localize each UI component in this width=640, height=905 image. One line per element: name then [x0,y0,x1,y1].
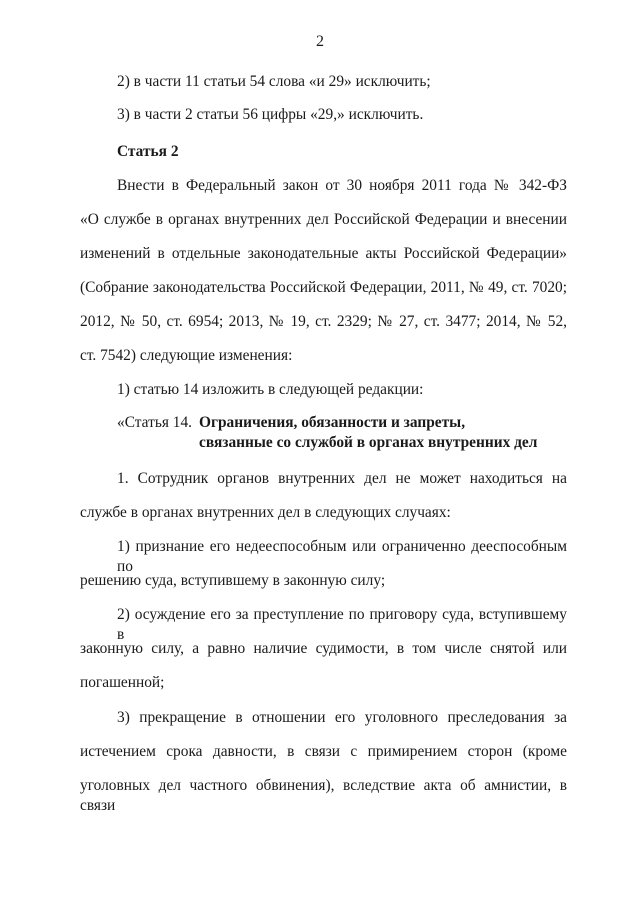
text-line: 1. Сотрудник органов внутренних дел не может находиться на [117,470,567,487]
text-line: 3) в части 2 статьи 56 цифры «29,» исключить. [117,106,424,123]
text-line: 2) осуждение его за преступление по приговору суда, вступившему в [117,606,567,643]
text-line: (Собрание законодательства Российской Федерации, 2011, № 49, ст. 7020; [80,279,567,296]
text-line: истечением срока давности, в связи с примирением сторон (кроме [80,743,567,760]
text-line: погашенной; [80,674,165,691]
article-title-line: Ограничения, обязанности и запреты, [199,414,466,431]
text-line: решению суда, вступившему в законную силу; [80,572,386,589]
text-line: уголовных дел частного обвинения), вследствие акта об амнистии, в связи [80,777,567,814]
article-title [199,413,537,453]
text-line: 1) признание его недееспособным или ограниченно дееспособным по [117,538,567,575]
text-line: 1) статью 14 изложить в следующей редакции: [117,381,424,398]
text-line: 3) прекращение в отношении его уголовного преследования за [117,709,567,726]
text-line: службе в органах внутренних дел в следующих случаях: [80,504,451,521]
text-line: Внести в Федеральный закон от 30 ноября 2011 года № 342-ФЗ [117,177,567,194]
text-line: «О службе в органах внутренних дел Российской Федерации и внесении [80,211,567,228]
text-line: законную силу, а равно наличие судимости, в том числе снятой или [80,640,567,657]
text-line: ст. 7542) следующие изменения: [80,347,293,364]
article-heading: Статья 2 [117,143,179,160]
text-line: изменений в отдельные законодательные акты Российской Федерации» [80,245,567,262]
text-line: 2) в части 11 статьи 54 слова «и 29» исключить; [117,73,431,90]
article-number: «Статья 14. [117,414,193,431]
text-line: 2012, № 50, ст. 6954; 2013, № 19, ст. 2329; № 27, ст. 3477; 2014, № 52, [80,313,567,330]
page-number: 2 [316,33,324,50]
article-title-line: связанные со службой в органах внутренних дел [199,434,538,451]
